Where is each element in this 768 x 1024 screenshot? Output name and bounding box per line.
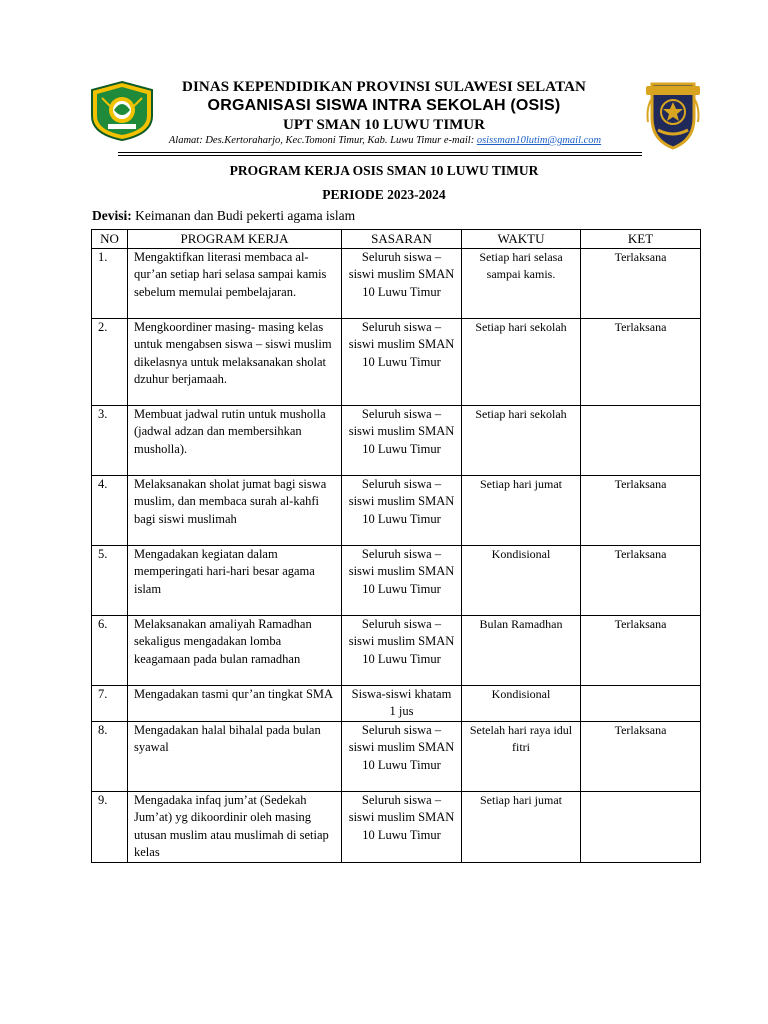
cell-ket-text: Terlaksana — [614, 476, 667, 491]
document-period: PERIODE 2023-2024 — [322, 187, 446, 202]
table-header-row — [92, 230, 701, 249]
letterhead-rule — [118, 152, 642, 153]
cell-waktu — [462, 248, 581, 318]
division-label: Devisi: — [92, 208, 132, 223]
cell-ket — [581, 615, 701, 685]
cell-waktu-text: Bulan Ramadhan — [479, 616, 563, 631]
cell-program: Mengaktifkan literasi membaca al-qur’an setiap hari selasa sampai kamis sebelum memulai pembelajaran. — [128, 248, 342, 318]
cell-waktu — [462, 318, 581, 405]
cell-waktu-text: Kondisional — [491, 686, 551, 701]
cell-waktu-text: Setiap hari selasa sampai kamis. — [479, 249, 563, 281]
cell-ket-text: Terlaksana — [614, 249, 667, 264]
email-link[interactable]: osissman10lutim@gmail.com — [476, 135, 602, 146]
header-program: PROGRAM KERJA — [128, 230, 342, 249]
table-row — [92, 248, 701, 318]
table-row — [92, 721, 701, 791]
cell-waktu — [462, 615, 581, 685]
cell-waktu-text: Setiap hari jumat — [480, 792, 562, 807]
letterhead-address — [100, 134, 670, 148]
cell-sasaran: Seluruh siswa – siswi muslim SMAN 10 Luwu Timur — [342, 791, 462, 862]
cell-ket — [581, 791, 701, 862]
cell-waktu — [462, 475, 581, 545]
table-row — [92, 615, 701, 685]
cell-program: Melaksanakan sholat jumat bagi siswa muslim, dan membaca surah al-kahfi bagi siswi muslimah — [128, 475, 342, 545]
cell-ket — [581, 721, 701, 791]
cell-no: 6. — [92, 615, 128, 685]
cell-ket — [581, 248, 701, 318]
cell-sasaran: Seluruh siswa – siswi muslim SMAN 10 Luwu Timur — [342, 248, 462, 318]
cell-ket — [581, 685, 701, 721]
cell-program: Mengadakan tasmi qur’an tingkat SMA — [128, 685, 342, 721]
cell-program: Melaksanakan amaliyah Ramadhan sekaligus mengadakan lomba keagamaan pada bulan ramadhan — [128, 615, 342, 685]
cell-waktu-text: Setelah hari raya idul fitri — [469, 722, 573, 754]
cell-ket — [581, 318, 701, 405]
table-row — [92, 545, 701, 615]
division-value: Keimanan dan Budi pekerti agama islam — [131, 208, 356, 223]
cell-waktu-text: Setiap hari sekolah — [475, 406, 567, 421]
provincial-crest-icon — [88, 80, 156, 142]
letterhead — [0, 72, 768, 162]
cell-ket — [581, 545, 701, 615]
cell-ket-text: Terlaksana — [614, 319, 667, 334]
cell-no: 8. — [92, 721, 128, 791]
document-title: PROGRAM KERJA OSIS SMAN 10 LUWU TIMUR — [229, 163, 539, 178]
cell-sasaran: Seluruh siswa – siswi muslim SMAN 10 Luwu Timur — [342, 475, 462, 545]
header-waktu: WAKTU — [462, 230, 581, 249]
cell-program: Membuat jadwal rutin untuk musholla (jadwal adzan dan membersihkan musholla). — [128, 405, 342, 475]
cell-ket-text: Terlaksana — [614, 722, 667, 737]
cell-ket — [581, 475, 701, 545]
header-sasaran: SASARAN — [342, 230, 462, 249]
cell-no: 9. — [92, 791, 128, 862]
cell-program: Mengadakan halal bihalal pada bulan syawal — [128, 721, 342, 791]
cell-sasaran: Seluruh siswa – siswi muslim SMAN 10 Luwu Timur — [342, 405, 462, 475]
cell-program: Mengadakan kegiatan dalam memperingati hari-hari besar agama islam — [128, 545, 342, 615]
cell-no: 3. — [92, 405, 128, 475]
cell-no: 1. — [92, 248, 128, 318]
cell-sasaran: Seluruh siswa – siswi muslim SMAN 10 Luwu Timur — [342, 721, 462, 791]
cell-waktu — [462, 545, 581, 615]
cell-waktu-text: Setiap hari sekolah — [475, 319, 567, 334]
program-table — [91, 229, 701, 863]
table-row — [92, 475, 701, 545]
cell-program: Mengkoordiner masing- masing kelas untuk mengabsen siswa – siswi muslim dikelasnya untuk melaksanakan sholat dzuhur berjamaah. — [128, 318, 342, 405]
cell-ket — [581, 405, 701, 475]
header-ket: KET — [581, 230, 701, 249]
cell-sasaran: Siswa-siswi khatam 1 jus — [342, 685, 462, 721]
letterhead-organization: ORGANISASI SISWA INTRA SEKOLAH (OSIS) — [207, 97, 561, 114]
table-row — [92, 318, 701, 405]
cell-waktu — [462, 791, 581, 862]
cell-no: 2. — [92, 318, 128, 405]
cell-waktu-text: Setiap hari jumat — [480, 476, 562, 491]
cell-ket-text: Terlaksana — [614, 616, 667, 631]
cell-program: Mengadaka infaq jum’at (Sedekah Jum’at) yg dikoordinir oleh masing utusan muslim atau muslimah di setiap kelas — [128, 791, 342, 862]
header-no: NO — [92, 230, 128, 249]
cell-ket-text: Terlaksana — [614, 546, 667, 561]
letterhead-rule-thin — [118, 155, 642, 156]
division-line — [92, 207, 355, 225]
letterhead-school: UPT SMAN 10 LUWU TIMUR — [283, 117, 485, 133]
letterhead-agency: DINAS KEPENDIDIKAN PROVINSI SULAWESI SELATAN — [182, 79, 586, 95]
table-row — [92, 791, 701, 862]
cell-sasaran: Seluruh siswa – siswi muslim SMAN 10 Luwu Timur — [342, 545, 462, 615]
cell-no: 5. — [92, 545, 128, 615]
cell-sasaran: Seluruh siswa – siswi muslim SMAN 10 Luwu Timur — [342, 318, 462, 405]
address-text: Alamat: Des.Kertoraharjo, Kec.Tomoni Timur, Kab. Luwu Timur e-mail: — [168, 135, 477, 146]
cell-waktu — [462, 405, 581, 475]
cell-no: 4. — [92, 475, 128, 545]
table-row — [92, 405, 701, 475]
cell-waktu — [462, 721, 581, 791]
cell-sasaran: Seluruh siswa – siswi muslim SMAN 10 Luwu Timur — [342, 615, 462, 685]
table-row — [92, 685, 701, 721]
cell-waktu-text: Kondisional — [491, 546, 551, 561]
cell-waktu — [462, 685, 581, 721]
cell-no: 7. — [92, 685, 128, 721]
